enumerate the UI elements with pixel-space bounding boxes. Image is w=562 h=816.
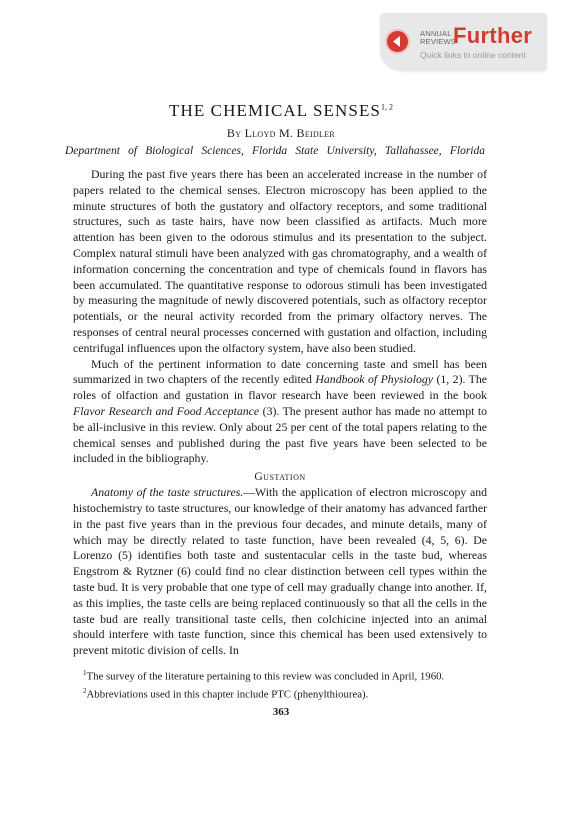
article-author: By Lloyd M. Beidler	[226, 126, 336, 140]
author-affiliation: Department of Biological Sciences, Florida State University, Tallahassee, Florida	[65, 145, 485, 157]
article-title: THE CHEMICAL SENSES$^{1, 2}$	[168, 101, 393, 120]
article-body	[73, 167, 487, 659]
further-logo-icon	[385, 29, 410, 54]
page-number: 363	[272, 706, 290, 718]
gustation-paragraph-1: Anatomy of the taste structures.—With the application of electron microscopy and histochemistry to taste structures, our knowledge of their anatomy has advanced farther in the past five years than in the previous four decades, and minute details, many of which may be directly related to taste function, have been revealed (4, 5, 6). De Lorenzo (5) identifies both taste and sustentacular cells in the taste bud, whereas Engstrom & Rytzner (6) could find no clear distinction between cell types within the taste bud. It is very probable that one type of cell may gradually change into another. If, as this implies, the taste cells are being replaced continuously so that all the cells in the taste bud are really transitional taste cells, then colchicine injected into an animal should interfere with taste function, since this chemical has been used extensively to prevent mitotic division of cells. In	[73, 485, 487, 658]
further-label: Further	[453, 23, 533, 48]
footnote-2: $^2$Abbreviations used in this chapter include PTC (phenylthiourea).	[83, 687, 369, 701]
quick-links-label: Quick links to online content	[420, 50, 526, 60]
annual-reviews-further-badge[interactable]	[380, 13, 547, 71]
footnotes	[73, 666, 487, 702]
intro-paragraph-1: During the past five years there has been an accelerated increase in the number of papers related to the chemical senses. Electron microscopy has been applied to the minute structures of both the gustatory and olfactory receptors, and some traditional structures, such as taste hairs, have now been classified as artifacts. Much more attention has been given to the odorous stimulus and its presentation to the subject. Complex natural stimuli have been analyzed with gas chromatography, and a wealth of information concerning the concentration and type of chemicals found in flavors has been accumulated. The quantitative response to odorous stimuli has been investigated by measuring the magnitude of newly discovered potentials, such as olfactory receptor potentials, or the neural activity recorded from the primary olfactory nerves. The responses of central neural processes concerned with gustation and olfaction, including centrifugal influences upon the olfactory system, have also been studied.	[73, 167, 487, 355]
footnote-1: $^1$The survey of the literature pertaining to this review was concluded in April, 1960.	[83, 669, 445, 683]
annual-reviews-label: ANNUAL REVIEWS	[420, 29, 456, 46]
section-heading-gustation: Gustation	[254, 471, 306, 484]
intro-paragraph-2: Much of the pertinent information to date concerning taste and smell has been summarized in two chapters of the recently edited Handbook of Physiology (1, 2). The roles of olfaction and gustation in flavor research have been reviewed in the book Flavor Research and Food Acceptance (3). The present author has made no attempt to be all-inclusive in this review. Only about 25 per cent of the total papers relating to the chemical senses and published during the past five years have been selected to be included in the bibliography.	[73, 356, 488, 466]
title-footnote-marks: 1, 2	[381, 102, 393, 112]
subsection-lead: Anatomy of the taste structures.	[91, 485, 244, 500]
